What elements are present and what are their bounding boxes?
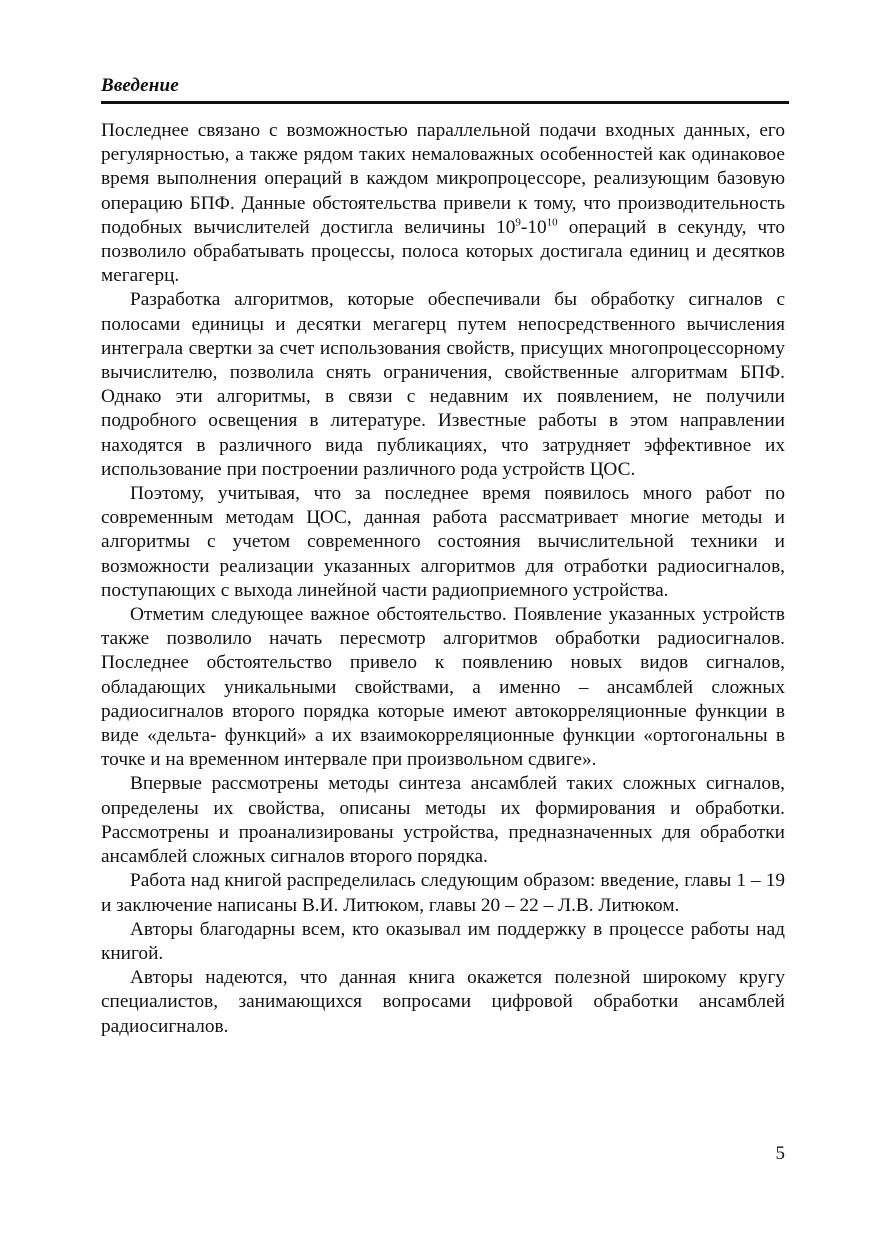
- paragraph-1-text-start: Последнее связано с возможностью параллельной подачи входных данных, его регулярностью, а также рядом таких немаловажных особенностей как одинаковое время выполнения операций в каждом микропроцессоре, реализующим базовую операцию БПФ. Данные обстоятельства привели к тому, что производительность подобных вычислителей достигла величины 10: [101, 120, 785, 238]
- paragraph-4: Отметим следующее важное обстоятельство. Появление указанных устройств также позволило начать пересмотр алгоритмов обработки радиосигналов. Последнее обстоятельство привело к появлению новых видов сигналов, обладающих уникальными свойствами, а именно – ансамблей сложных радиосигналов второго порядка которые имеют автокорреляционные функции в виде «дельта- функций» а их взаимокорреляционные функции «ортогональны в точке и на временном интервале при произвольном сдвиге».: [101, 604, 785, 771]
- chapter-title: Введение: [101, 75, 179, 96]
- paragraph-1-text-mid: -10: [520, 216, 547, 238]
- paragraph-7: Авторы благодарны всем, кто оказывал им поддержку в процессе работы над книгой.: [101, 918, 785, 964]
- paragraph-5: Впервые рассмотрены методы синтеза ансамблей таких сложных сигналов, определены их свойства, описаны методы их формирования и обработки. Рассмотрены и проанализированы устройства, предназначенных для обработки ансамблей сложных сигналов второго порядка.: [101, 773, 785, 868]
- paragraph-6: Работа над книгой распределилась следующим образом: введение, главы 1 – 19 и заключение написаны В.И. Литюком, главы 20 – 22 – Л.В. Литюком.: [101, 870, 785, 916]
- paragraph-1-text-end: операций в секунду, что позволило обрабатывать процессы, полоса которых достигала единиц и десятков мегагерц.: [101, 216, 785, 287]
- page-number: 5: [775, 1143, 785, 1164]
- body-text: [101, 119, 785, 1039]
- exponent-10: 10: [546, 216, 558, 229]
- paragraph-8: Авторы надеются, что данная книга окажется полезной широкому кругу специалистов, занимающихся вопросами цифровой обработки ансамблей радиосигналов.: [101, 967, 785, 1037]
- paragraph-3: Поэтому, учитывая, что за последнее время появилось много работ по современным методам ЦОС, данная работа рассматривает многие методы и алгоритмы с учетом современного состояния вычислительной техники и возможности реализации указанных алгоритмов для отработки радиосигналов, поступающих с выхода линейной части радиоприемного устройства.: [101, 483, 785, 601]
- exponent-9: 9: [515, 216, 521, 229]
- running-header: [101, 73, 789, 104]
- paragraph-2: Разработка алгоритмов, которые обеспечивали бы обработку сигналов с полосами единицы и десятки мегагерц путем непосредственного вычисления интеграла свертки за счет использования свойств, присущих многопроцессорному вычислителю, позволила снять ограничения, свойственные алгоритмам БПФ. Однако эти алгоритмы, в связи с недавним их появлением, не получили подробного освещения в литературе. Известные работы в этом направлении находятся в различного вида публикациях, что затрудняет эффективное их использование при построении различного рода устройств ЦОС.: [101, 289, 785, 480]
- paragraph-1: [101, 119, 785, 288]
